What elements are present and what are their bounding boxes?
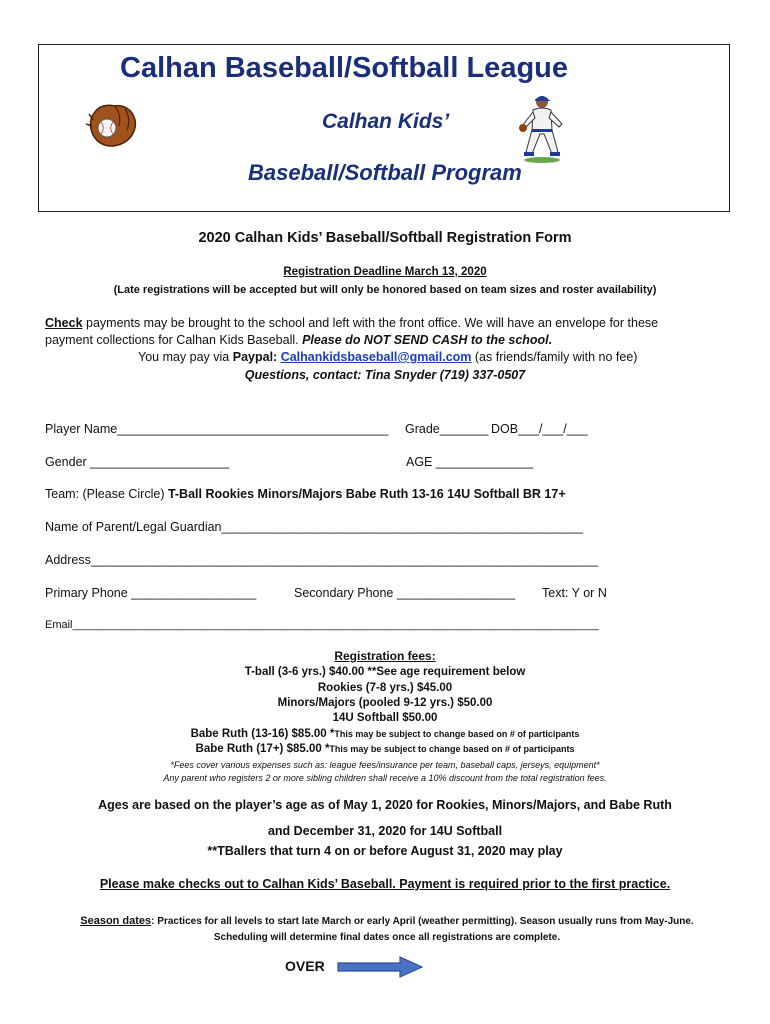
fee-babe-ruth-13-16 <box>0 728 770 740</box>
email-field[interactable]: Email______________________________________________________________________________________ <box>45 619 599 631</box>
season-dates-label: Season dates <box>80 915 152 927</box>
guardian-field[interactable]: Name of Parent/Legal Guardian____________________________________________________ <box>45 520 583 534</box>
ages-line-1: Ages are based on the player’s age as of May 1, 2020 for Rookies, Minors/Majors, and Babe Ruth <box>98 798 672 812</box>
right-arrow-icon <box>336 956 424 978</box>
no-cash-warning: Please do NOT SEND CASH to the school. <box>302 333 553 347</box>
fee-babe-ruth-13-16-label: Babe Ruth (13-16) $85.00 * <box>190 728 335 740</box>
payment-line-2-text: payment collections for Calhan Kids Baseball. <box>45 333 303 347</box>
baseball-player-icon <box>514 92 570 164</box>
season-dates-text: : Practices for all levels to start late March or early April (weather permitting). Season usually runs from May-June. Scheduling will determine final dates once all registrations are complete. <box>151 916 694 943</box>
check-word: Check <box>45 316 83 330</box>
league-title: Calhan Baseball/Softball League <box>120 52 568 84</box>
registration-deadline: Registration Deadline March 13, 2020 <box>283 266 487 278</box>
paypal-email-link[interactable]: Calhankidsbaseball@gmail.com <box>280 350 472 364</box>
secondary-phone-field[interactable]: Secondary Phone _________________ <box>294 586 516 600</box>
late-registration-note: (Late registrations will be accepted but will only be honored based on team sizes and roster availability) <box>113 284 657 296</box>
fee-minors-majors: Minors/Majors (pooled 9-12 yrs.) $50.00 <box>277 697 493 709</box>
fees-heading: Registration fees: <box>334 649 436 663</box>
paypal-prefix: You may pay via <box>138 350 233 364</box>
team-selection <box>45 487 566 501</box>
payment-line-1 <box>45 316 658 330</box>
address-field[interactable]: Address_________________________________________________________________________ <box>45 553 599 567</box>
fee-softball: 14U Softball $50.00 <box>332 712 438 724</box>
text-opt-field[interactable]: Text: Y or N <box>542 586 607 600</box>
team-label: Team: (Please Circle) <box>45 487 168 501</box>
paypal-suffix: (as friends/family with no fee) <box>471 350 638 364</box>
checks-payable-note: Please make checks out to Calhan Kids’ Baseball. Payment is required prior to the first practice. <box>99 877 671 891</box>
sibling-discount-note: Any parent who registers 2 or more sibling children shall receive a 10% discount from the total registration fees. <box>163 773 607 783</box>
gender-field[interactable]: Gender ____________________ <box>45 455 230 469</box>
payment-line-3 <box>138 350 637 364</box>
dob-field[interactable]: DOB___/___/___ <box>491 422 588 436</box>
over-label: OVER <box>285 958 325 974</box>
ages-line-3: **TBallers that turn 4 on or before August 31, 2020 may play <box>207 844 563 858</box>
season-dates <box>52 913 722 946</box>
fee-tball: T-ball (3-6 yrs.) $40.00 **See age requirement below <box>244 666 526 678</box>
fee-change-note-1: This may be subject to change based on # of participants <box>334 729 580 739</box>
fee-babe-ruth-17 <box>0 743 770 755</box>
grade-field[interactable]: Grade_______ <box>405 422 489 436</box>
primary-phone-field[interactable]: Primary Phone __________________ <box>45 586 257 600</box>
ages-line-2: and December 31, 2020 for 14U Softball <box>267 824 503 838</box>
form-title: 2020 Calhan Kids’ Baseball/Softball Registration Form <box>198 230 572 246</box>
kids-title: Calhan Kids’ <box>322 110 450 133</box>
fee-change-note-2: This may be subject to change based on # of participants <box>329 744 575 754</box>
team-options[interactable]: T-Ball Rookies Minors/Majors Babe Ruth 13-16 14U Softball BR 17+ <box>167 487 566 501</box>
payment-line-1-text: payments may be brought to the school and left with the front office. We will have an envelope for these <box>82 316 659 330</box>
age-field[interactable]: AGE ______________ <box>406 455 534 469</box>
program-title: Baseball/Softball Program <box>248 160 522 185</box>
fee-babe-ruth-17-label: Babe Ruth (17+) $85.00 * <box>195 743 330 755</box>
fees-cover-note: *Fees cover various expenses such as: league fees/insurance per team, baseball caps, jerseys, equipment* <box>170 760 600 770</box>
payment-line-2 <box>45 333 552 347</box>
fee-rookies: Rookies (7-8 yrs.) $45.00 <box>317 682 453 694</box>
player-name-field[interactable]: Player Name_______________________________________ <box>45 422 389 436</box>
paypal-label: Paypal: <box>232 350 278 364</box>
baseball-glove-icon <box>85 100 139 150</box>
questions-contact: Questions, contact: Tina Snyder (719) 337-0507 <box>244 368 526 382</box>
